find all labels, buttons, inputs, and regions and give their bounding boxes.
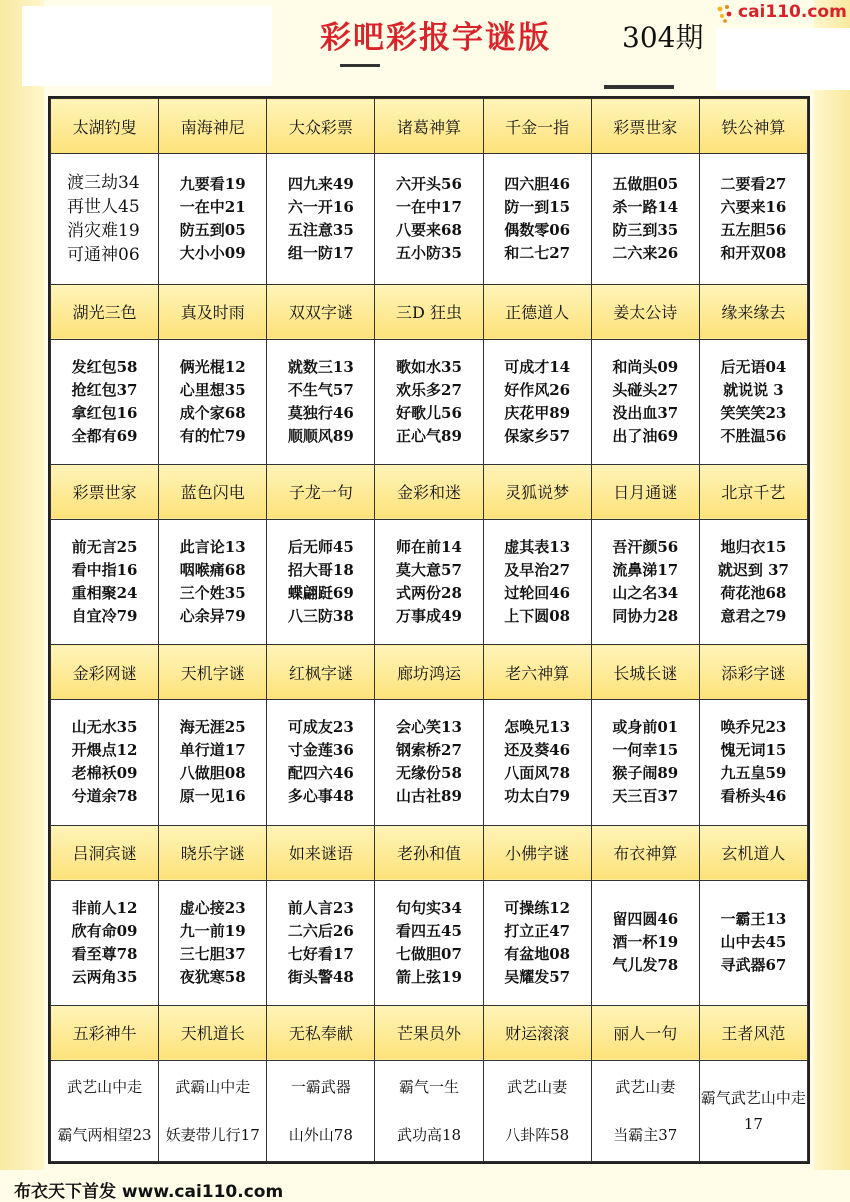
riddle-line: 原一见16 (179, 787, 246, 806)
riddle-line: 俩光棍12 (179, 357, 246, 376)
riddle-line: 武霸山中走 (175, 1077, 251, 1096)
riddle-line: 莫独行46 (287, 403, 354, 422)
riddle-line: 虚心接23 (179, 898, 246, 917)
column-author-name: 小佛字谜 (483, 825, 591, 880)
column-author-name: 南海神尼 (159, 99, 267, 154)
riddle-line: 庆花甲89 (504, 403, 571, 422)
riddle-line: 防三到35 (612, 220, 679, 239)
riddle-cell (591, 154, 699, 285)
riddle-line: 功太白79 (504, 787, 571, 806)
column-author-name: 无私奉献 (267, 1005, 375, 1060)
riddle-line: 会心笑13 (396, 718, 462, 737)
column-author-name: 彩票世家 (51, 464, 159, 519)
riddle-line: 防一到15 (504, 197, 571, 216)
riddle-cell (375, 1060, 483, 1161)
riddle-line: 还及葵46 (504, 741, 571, 760)
riddle-line: 山外山78 (288, 1125, 353, 1144)
riddle-line: 欣有命09 (71, 921, 138, 940)
riddle-cell (483, 154, 591, 285)
column-author-name: 玄机道人 (699, 825, 807, 880)
riddle-line: 五注意35 (287, 220, 354, 239)
riddle-line: 唤乔兄23 (720, 718, 787, 737)
riddle-line: 海无涯25 (179, 718, 246, 737)
riddle-line: 前无言25 (71, 538, 138, 557)
riddle-line: 愧无词15 (720, 741, 787, 760)
riddle-cell (159, 1060, 267, 1161)
riddle-line: 五做胆05 (612, 174, 679, 193)
header-row (51, 825, 808, 880)
riddle-row (51, 700, 808, 825)
header-row (51, 1005, 808, 1060)
column-author-name: 老六神算 (483, 645, 591, 700)
riddle-line: 看至尊78 (71, 944, 138, 963)
riddle-cell (51, 1060, 159, 1161)
riddle-line: 发红包58 (71, 357, 138, 376)
riddle-row (51, 154, 808, 285)
riddle-line: 式两份28 (396, 584, 462, 603)
riddle-cell (159, 700, 267, 825)
riddle-line: 八要来68 (396, 220, 462, 239)
riddle-line: 不胜温56 (720, 426, 787, 445)
riddle-row (51, 1060, 808, 1161)
riddle-cell (51, 880, 159, 1005)
riddle-line: 九一前19 (179, 921, 246, 940)
riddle-line: 一在中21 (179, 197, 246, 216)
column-author-name: 蓝色闪电 (159, 464, 267, 519)
riddle-line: 吴耀发57 (504, 967, 571, 986)
riddle-line: 二六来26 (612, 243, 679, 262)
riddle-line: 有的忙79 (179, 426, 246, 445)
riddle-line: 或身前01 (612, 718, 679, 737)
column-author-name: 王者风范 (699, 1005, 807, 1060)
riddle-line: 怎唤兄13 (504, 718, 571, 737)
riddle-line: 意君之79 (720, 607, 787, 626)
blank-header-area (22, 6, 272, 86)
riddle-line: 前人言23 (287, 898, 354, 917)
column-author-name: 真及时雨 (159, 284, 267, 339)
riddle-line: 云两角35 (71, 967, 138, 986)
column-author-name: 湖光三色 (51, 284, 159, 339)
riddle-line: 一霸王13 (720, 910, 787, 929)
riddle-line: 三个姓35 (179, 584, 246, 603)
riddle-cell (699, 700, 807, 825)
riddle-cell (483, 700, 591, 825)
riddle-line: 霸气武艺山中走17 (700, 1088, 806, 1133)
footer-text: 布衣天下首发 www.cai110.com (14, 1182, 284, 1202)
riddle-line: 多心事48 (287, 787, 354, 806)
riddle-row (51, 880, 808, 1005)
column-author-name: 日月通谜 (591, 464, 699, 519)
riddle-line: 再世人45 (67, 196, 140, 217)
left-decor-strip (0, 0, 44, 1170)
riddle-line: 八做胆08 (179, 764, 246, 783)
riddle-line: 后无师45 (287, 538, 354, 557)
riddle-cell (483, 880, 591, 1005)
riddle-line: 自宜冷79 (71, 607, 138, 626)
riddle-line: 一在中17 (396, 197, 462, 216)
riddle-cell (267, 880, 375, 1005)
riddle-line: 单行道17 (179, 741, 246, 760)
riddle-cell (51, 154, 159, 285)
riddle-line: 地归衣15 (720, 538, 787, 557)
riddle-cell (699, 880, 807, 1005)
column-author-name: 灵狐说梦 (483, 464, 591, 519)
riddle-line: 和尚头09 (612, 357, 679, 376)
column-author-name: 天机道长 (159, 1005, 267, 1060)
riddle-line: 防五到05 (179, 220, 246, 239)
riddle-line: 就数三13 (287, 357, 354, 376)
riddle-line: 七做胆07 (396, 944, 462, 963)
column-author-name: 缘来缘去 (699, 284, 807, 339)
riddle-line: 歌如水35 (396, 357, 462, 376)
riddle-line: 杀一路14 (612, 197, 679, 216)
riddle-line: 无缘份58 (396, 764, 462, 783)
site-logo[interactable]: cai110.com (738, 2, 847, 22)
riddle-cell (375, 700, 483, 825)
column-author-name: 金彩网谜 (51, 645, 159, 700)
column-author-name: 添彩字谜 (699, 645, 807, 700)
riddle-line: 看中指16 (71, 561, 138, 580)
riddle-line: 句句实34 (396, 898, 462, 917)
riddle-line: 四六胆46 (504, 174, 571, 193)
column-author-name: 三D 狂虫 (375, 284, 483, 339)
header-row (51, 645, 808, 700)
riddle-line: 开煨点12 (71, 741, 138, 760)
column-author-name: 红枫字谜 (267, 645, 375, 700)
riddle-line: 顺顺风89 (287, 426, 354, 445)
riddle-line: 心余异79 (179, 607, 246, 626)
riddle-line: 寸金莲36 (287, 741, 354, 760)
riddle-line: 街头警48 (287, 967, 354, 986)
column-author-name: 诸葛神算 (375, 99, 483, 154)
riddle-line: 渡三劫34 (67, 172, 140, 193)
column-author-name: 子龙一句 (267, 464, 375, 519)
riddle-line: 天三百37 (612, 787, 679, 806)
riddle-line: 虚其表13 (504, 538, 571, 557)
riddle-line: 心里想35 (179, 380, 246, 399)
riddle-line: 四九来49 (287, 174, 354, 193)
column-author-name: 双双字谜 (267, 284, 375, 339)
riddle-line: 和开双08 (720, 243, 787, 262)
riddle-line: 吾汗颜56 (612, 538, 679, 557)
riddle-cell (591, 880, 699, 1005)
riddle-line: 招大哥18 (287, 561, 354, 580)
riddle-line: 可成友23 (287, 718, 354, 737)
right-decor-strip (814, 0, 850, 1170)
riddle-line: 消灾难19 (67, 220, 140, 241)
riddle-line: 看四五45 (396, 921, 462, 940)
riddle-line: 可操练12 (504, 898, 571, 917)
riddle-cell (267, 339, 375, 464)
riddle-line: 过轮回46 (504, 584, 571, 603)
blank-header-area-right (716, 28, 850, 90)
riddle-line: 五左胆56 (720, 220, 787, 239)
riddle-line: 武艺山中走 (67, 1077, 143, 1096)
riddle-line: 有盆地08 (504, 944, 571, 963)
riddle-cell (591, 519, 699, 644)
column-author-name: 姜太公诗 (591, 284, 699, 339)
riddle-line: 打立正47 (504, 921, 571, 940)
riddle-line: 上下圆08 (504, 607, 571, 626)
riddle-line: 霸气一生 (398, 1077, 459, 1096)
riddle-line: 猴子闹89 (612, 764, 679, 783)
riddle-line: 师在前14 (396, 538, 462, 557)
riddle-line: 配四六46 (287, 764, 354, 783)
riddle-line: 可成才14 (504, 357, 571, 376)
column-author-name: 丽人一句 (591, 1005, 699, 1060)
riddle-cell (375, 880, 483, 1005)
riddle-line: 山无水35 (71, 718, 138, 737)
riddle-cell (159, 154, 267, 285)
riddle-cell (267, 154, 375, 285)
riddle-cell (51, 339, 159, 464)
riddle-line: 流鼻涕17 (612, 561, 679, 580)
riddle-line: 好作风26 (504, 380, 571, 399)
riddle-cell (159, 880, 267, 1005)
riddle-line: 同协力28 (612, 607, 679, 626)
riddle-cell (375, 154, 483, 285)
riddle-line: 七好看17 (287, 944, 354, 963)
riddle-grid (50, 98, 808, 1162)
riddle-cell (483, 519, 591, 644)
column-author-name: 财运滚滚 (483, 1005, 591, 1060)
column-author-name: 天机字谜 (159, 645, 267, 700)
column-author-name: 金彩和迷 (375, 464, 483, 519)
riddle-line: 九要看19 (179, 174, 246, 193)
riddle-line: 全都有69 (71, 426, 138, 445)
riddle-line: 寻武器67 (720, 956, 787, 975)
riddle-line: 兮道余78 (71, 787, 138, 806)
riddle-line: 欢乐多27 (396, 380, 462, 399)
riddle-cell (591, 700, 699, 825)
riddle-line: 拿红包16 (71, 403, 138, 422)
column-author-name: 晓乐字谜 (159, 825, 267, 880)
riddle-row (51, 339, 808, 464)
riddle-line: 后无语04 (720, 357, 787, 376)
riddle-cell (483, 339, 591, 464)
riddle-cell (699, 1060, 807, 1161)
riddle-line: 武艺山妻 (507, 1077, 568, 1096)
riddle-cell (267, 700, 375, 825)
riddle-line: 非前人12 (71, 898, 138, 917)
riddle-line: 气儿发78 (612, 956, 679, 975)
riddle-line: 五小防35 (396, 243, 462, 262)
riddle-cell (483, 1060, 591, 1161)
riddle-line: 及早治27 (504, 561, 571, 580)
riddle-cell (699, 154, 807, 285)
riddle-line: 六要来16 (720, 197, 787, 216)
riddle-line: 重相聚24 (71, 584, 138, 603)
riddle-line: 和二七27 (504, 243, 571, 262)
riddle-line: 八卦阵58 (505, 1125, 570, 1144)
riddle-line: 正心气89 (396, 426, 462, 445)
riddle-cell (267, 519, 375, 644)
riddle-line: 没出血37 (612, 403, 679, 422)
subtitle-line (340, 58, 570, 76)
riddle-cell (699, 519, 807, 644)
riddle-line: 山古社89 (396, 787, 462, 806)
header-row (51, 284, 808, 339)
column-author-name: 芒果员外 (375, 1005, 483, 1060)
column-author-name: 彩票世家 (591, 99, 699, 154)
riddle-line: 一霸武器 (290, 1077, 351, 1096)
riddle-cell (375, 339, 483, 464)
column-author-name: 正德道人 (483, 284, 591, 339)
table-top-mark (604, 82, 674, 92)
riddle-line: 八面风78 (504, 764, 571, 783)
riddle-line: 组一防17 (287, 243, 354, 262)
column-author-name: 吕洞宾谜 (51, 825, 159, 880)
header-row (51, 464, 808, 519)
riddle-line: 保家乡57 (504, 426, 571, 445)
riddle-line: 莫大意57 (396, 561, 462, 580)
riddle-line: 二六后26 (287, 921, 354, 940)
riddle-line: 武功高18 (396, 1125, 462, 1144)
riddle-line: 夜犹寒58 (179, 967, 246, 986)
riddle-cell (375, 519, 483, 644)
riddle-line: 一何幸15 (612, 741, 679, 760)
riddle-line: 武艺山妻 (615, 1077, 676, 1096)
riddle-line: 出了油69 (612, 426, 679, 445)
logo-icon (716, 4, 734, 24)
riddle-line: 看桥头46 (720, 787, 787, 806)
riddle-line: 好歌儿56 (396, 403, 462, 422)
riddle-cell (51, 519, 159, 644)
riddle-line: 不生气57 (287, 380, 354, 399)
column-author-name: 北京千艺 (699, 464, 807, 519)
riddle-cell (591, 1060, 699, 1161)
riddle-line: 霸气两相望23 (57, 1125, 152, 1144)
riddle-line: 妖妻带儿行17 (165, 1125, 260, 1144)
riddle-line: 当霸主37 (613, 1125, 678, 1144)
riddle-line: 留四圆46 (612, 910, 679, 929)
column-author-name: 五彩神牛 (51, 1005, 159, 1060)
column-author-name: 老孙和值 (375, 825, 483, 880)
riddle-line: 成个家68 (179, 403, 246, 422)
column-author-name: 铁公神算 (699, 99, 807, 154)
riddle-line: 可通神06 (67, 244, 140, 265)
riddle-line: 钢索桥27 (396, 741, 462, 760)
riddle-line: 六一开16 (287, 197, 354, 216)
header-row (51, 99, 808, 154)
riddle-line: 八三防38 (287, 607, 354, 626)
riddle-cell (159, 519, 267, 644)
riddle-line: 就迟到 37 (717, 561, 789, 580)
riddle-line: 六开头56 (396, 174, 462, 193)
riddle-line: 万事成49 (396, 607, 462, 626)
column-author-name: 太湖钓叟 (51, 99, 159, 154)
riddle-line: 三七胆37 (179, 944, 246, 963)
riddle-line: 老棉袄09 (71, 764, 138, 783)
riddle-line: 荷花池68 (720, 584, 787, 603)
column-author-name: 千金一指 (483, 99, 591, 154)
riddle-line: 山中去45 (720, 933, 787, 952)
riddle-line: 笑笑笑23 (720, 403, 787, 422)
riddle-line: 此言论13 (179, 538, 246, 557)
riddle-cell (591, 339, 699, 464)
riddle-line: 就说说 3 (723, 380, 784, 399)
column-author-name: 如来谜语 (267, 825, 375, 880)
riddle-line: 头碰头27 (612, 380, 679, 399)
riddle-line: 九五皇59 (720, 764, 787, 783)
riddle-line: 酒一杯19 (612, 933, 679, 952)
riddle-cell (699, 339, 807, 464)
column-author-name: 大众彩票 (267, 99, 375, 154)
column-author-name: 布衣神算 (591, 825, 699, 880)
riddle-cell (267, 1060, 375, 1161)
riddle-line: 大小小09 (179, 243, 246, 262)
riddle-line: 二要看27 (720, 174, 787, 193)
riddle-cell (51, 700, 159, 825)
riddle-line: 偶数零06 (504, 220, 571, 239)
riddle-line: 山之名34 (612, 584, 679, 603)
column-author-name: 廊坊鸿运 (375, 645, 483, 700)
riddle-cell (159, 339, 267, 464)
page-title: 彩吧彩报字谜版 (320, 20, 551, 56)
riddle-line: 蝶翩跹69 (287, 584, 354, 603)
column-author-name: 长城长谜 (591, 645, 699, 700)
riddle-line: 抢红包37 (71, 380, 138, 399)
riddle-table (48, 96, 810, 1164)
riddle-line: 咽喉痛68 (179, 561, 246, 580)
riddle-line: 箭上弦19 (396, 967, 462, 986)
issue-number: 304期 (622, 21, 704, 54)
riddle-row (51, 519, 808, 644)
